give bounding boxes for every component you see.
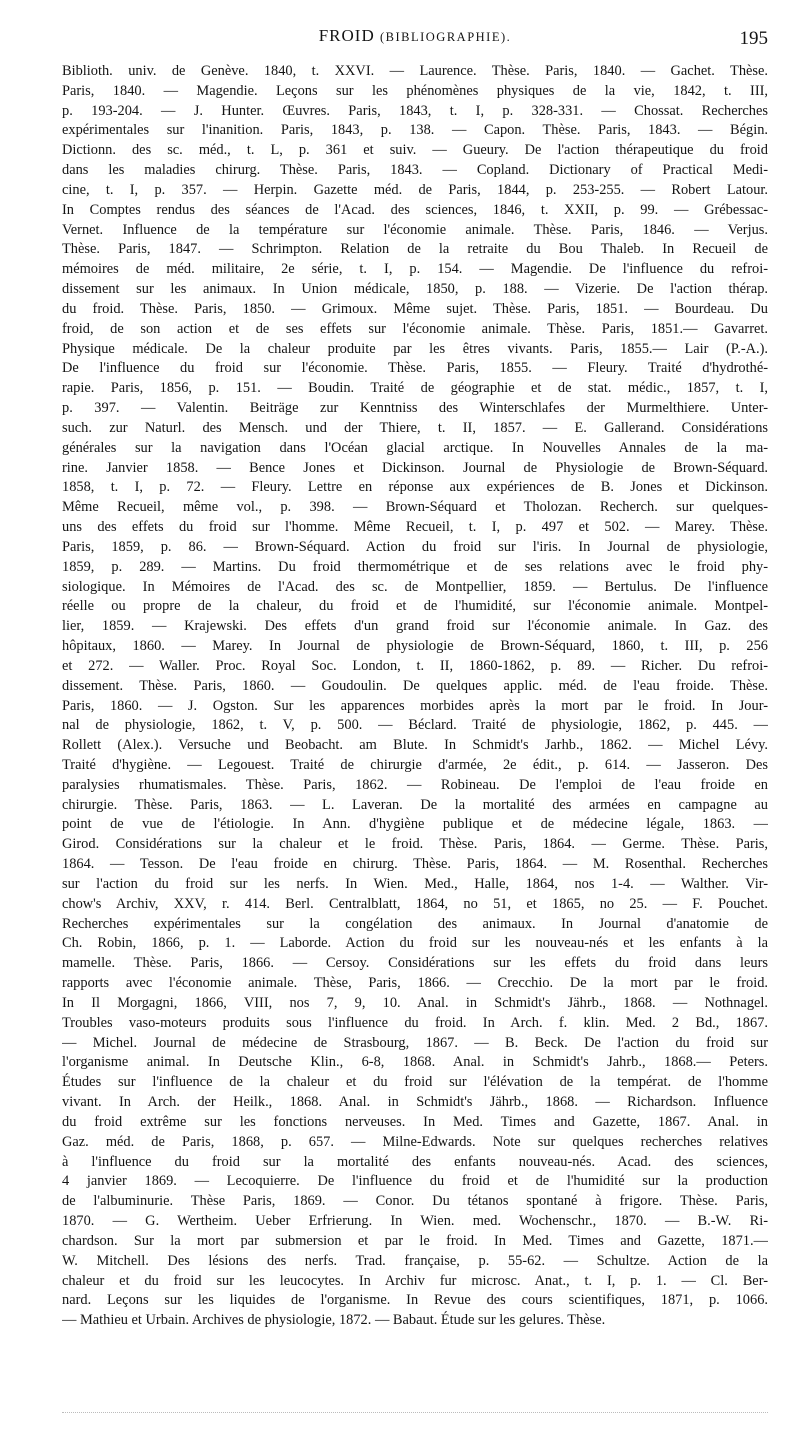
text-line: et 272. — Waller. Proc. Royal Soc. London, t. II, 1860-1862, p. 89. — Richer. Du refroi-	[62, 657, 768, 674]
text-line: à l'influence du froid sur la mortalité des enfants nouveau-nés. Acad. des sciences,	[62, 1153, 768, 1170]
text-line: paralysies rhumatismales. Thèse. Paris, 1862. — Robineau. De l'emploi de l'eau froide en	[62, 776, 768, 793]
text-line: du froid. Thèse. Paris, 1850. — Grimoux. Même sujet. Thèse. Paris, 1851. — Bourdeau. Du	[62, 300, 768, 317]
page-number: 195	[739, 28, 768, 49]
text-line: chardson. Sur la mort par submersion et par le froid. In Med. Times and Gazette, 1871.—	[62, 1232, 768, 1249]
text-line: de l'albuminurie. Thèse Paris, 1869. — Conor. Du tétanos spontané à frigore. Thèse. Paris,	[62, 1193, 768, 1210]
text-line: — Michel. Journal de médecine de Strasbourg, 1867. — B. Beck. De l'action du froid sur	[62, 1034, 768, 1051]
text-line: expérimentales sur l'inanition. Paris, 1843, p. 138. — Capon. Thèse. Paris, 1843. — Bégin.	[62, 122, 768, 139]
text-line: vivant. In Arch. der Heilk., 1868. Anal. in Schmidt's Jährb., 1868. — Richardson. Influence	[62, 1094, 768, 1111]
text-line: générales sur la navigation dans l'Océan glacial arctique. In Nouvelles Annales de la ma-	[62, 439, 768, 456]
text-line: Rollett (Alex.). Versuche und Beobacht. am Blute. In Schmidt's Jarhb., 1862. — Michel Lévy.	[62, 737, 768, 754]
text-line: 1859, p. 289. — Martins. Du froid thermométrique et de ses relations avec le froid phy-	[62, 558, 768, 575]
running-header	[62, 24, 768, 50]
text-line: Ch. Robin, 1866, p. 1. — Laborde. Action du froid sur les nouveau-nés et les enfants à la	[62, 935, 768, 952]
page-title	[62, 26, 768, 46]
text-line: p. 193-204. — J. Hunter. Œuvres. Paris, 1843, t. I, p. 328-331. — Chossat. Recherches	[62, 102, 768, 119]
text-line: 1864. — Tesson. De l'eau froide en chirurg. Thèse. Paris, 1864. — M. Rosenthal. Recherches	[62, 856, 768, 873]
text-line: Vernet. Influence de la température sur l'économie animale. Thèse. Paris, 1846. — Verjus.	[62, 221, 768, 238]
text-line: rapports avec l'économie animale. Thèse, Paris, 1866. — Crecchio. De la mort par le froid.	[62, 975, 768, 992]
text-line: Physique médicale. De la chaleur produite par les êtres vivants. Paris, 1855.— Lair (P.-A.).	[62, 340, 768, 357]
text-line: du froid extrême sur les fonctions nerveuses. In Med. Times and Gazette, 1867. Anal. in	[62, 1113, 768, 1130]
text-line: Biblioth. univ. de Genève. 1840, t. XXVI. — Laurence. Thèse. Paris, 1840. — Gachet. Thèse.	[62, 63, 768, 79]
text-line: Dictionn. des sc. méd., t. L, p. 361 et suiv. — Gueury. De l'action thérapeutique du froid	[62, 142, 768, 159]
text-line: froid, de son action et de ses effets sur l'économie animale. Thèse. Paris, 1851.— Gavarret.	[62, 320, 768, 337]
text-line: Recherches expérimentales sur la congélation des animaux. In Journal d'anatomie de	[62, 915, 768, 932]
bottom-rule	[62, 1412, 768, 1413]
bibliography-text	[62, 62, 768, 1331]
text-line: sur l'action du froid sur les nerfs. In Wien. Med., Halle, 1864, nos 1-4. — Walther. Vir-	[62, 875, 768, 892]
text-line: nal de physiologie, 1862, t. V, p. 500. — Béclard. Traité de physiologie, 1862, p. 445. —	[62, 717, 768, 734]
text-line: Même Recueil, même vol., p. 398. — Brown-Séquard et Tholozan. Recherch. sur quelques-	[62, 499, 768, 516]
text-line: hôpitaux, 1860. — Marey. In Journal de physiologie de Brown-Séquard, 1860, t. III, p. 256	[62, 638, 768, 655]
text-line: — Mathieu et Urbain. Archives de physiologie, 1872. — Babaut. Étude sur les gelures. Thèse.	[62, 1312, 606, 1329]
text-line: dissement sur les animaux. In Union médicale, 1850, p. 188. — Vizerie. De l'action thérap.	[62, 281, 768, 298]
text-line: siologique. In Mémoires de l'Acad. des sc. de Montpellier, 1859. — Bertulus. De l'influence	[62, 578, 768, 595]
text-line: dissement. Thèse. Paris, 1860. — Goudoulin. De quelques applic. méd. de l'eau froide. Thèse.	[62, 677, 768, 694]
text-line: l'organisme animal. In Deutsche Klin., 6-8, 1868. Anal. in Schmidt's Jahrb., 1868.— Peters.	[62, 1054, 768, 1071]
text-line: 1858, t. I, p. 72. — Fleury. Lettre en réponse aux expériences de B. Jones et Dickinson.	[62, 479, 768, 496]
text-line: 1870. — G. Wertheim. Ueber Erfrierung. In Wien. med. Wochenschr., 1870. — B.-W. Ri-	[62, 1213, 768, 1230]
text-line: réelle ou propre de la chaleur, du froid et de l'humidité, sur l'économie animale. Montpel-	[62, 598, 768, 615]
text-line: chaleur et du froid sur les leucocytes. In Archiv fur microsc. Anat., t. I, p. 1. — Cl. Ber-	[62, 1272, 768, 1289]
text-line: mamelle. Thèse. Paris, 1866. — Cersoy. Considérations sur les effets du froid dans leurs	[62, 955, 768, 972]
text-line: lier, 1859. — Krajewski. Des effets d'un grand froid sur l'économie animale. In Gaz. des	[62, 618, 768, 635]
text-line: 4 janvier 1869. — Lecoquierre. De l'influence du froid et de l'humidité sur la production	[62, 1173, 768, 1190]
text-line: In Comptes rendus des séances de l'Acad. des sciences, 1846, t. XXII, p. 99. — Grébessac-	[62, 201, 768, 218]
text-line: Études sur l'influence de la chaleur et du froid sur l'élévation de la températ. de l'homme	[62, 1074, 768, 1091]
text-line: Traité d'hygiène. — Legouest. Traité de chirurgie d'armée, 2e édit., p. 614. — Jasseron. Des	[62, 756, 768, 773]
text-line: dans les maladies chirurg. Thèse. Paris, 1843. — Copland. Dictionary of Practical Medi-	[62, 162, 768, 179]
text-line: Thèse. Paris, 1847. — Schrimpton. Relation de la retraite du Bou Thaleb. In Recueil de	[62, 241, 768, 258]
text-line: mémoires de méd. militaire, 2e série, t. I, p. 154. — Magendie. De l'influence du refroi-	[62, 261, 768, 278]
text-line: such. zur Naturl. des Mensch. und der Thiere, t. II, 1857. — E. Gallerand. Considérations	[62, 419, 768, 436]
page-title-main: FROID	[318, 26, 375, 45]
text-line: Girod. Considérations sur la chaleur et le froid. Thèse. Paris, 1864. — Germe. Thèse. Paris,	[62, 836, 768, 853]
page-title-subtitle: (BIBLIOGRAPHIE).	[379, 30, 512, 44]
text-line: nard. Leçons sur les liquides de l'organisme. In Revue des cours scientifiques, 1871, p. 1066.	[62, 1292, 768, 1309]
text-line: Paris, 1860. — J. Ogston. Sur les apparences morbides après la mort par le froid. In Jour-	[62, 697, 768, 714]
text-line: W. Mitchell. Des lésions des nerfs. Trad. française, p. 55-62. — Schultze. Action de la	[62, 1252, 768, 1269]
text-line: In Il Morgagni, 1866, VIII, nos 7, 9, 10. Anal. in Schmidt's Jährb., 1868. — Nothnagel.	[62, 994, 768, 1011]
text-line: chirurgie. Thèse. Paris, 1863. — L. Laveran. De la mortalité des armées en campagne au	[62, 796, 768, 813]
text-line: Paris, 1859, p. 86. — Brown-Séquard. Action du froid sur l'iris. In Journal de physiologie,	[62, 538, 768, 555]
text-line: rapie. Paris, 1856, p. 151. — Boudin. Traité de géographie et de stat. médic., 1857, t. I,	[62, 380, 768, 397]
text-line: Paris, 1840. — Magendie. Leçons sur les phénomènes physiques de la vie, 1842, t. III,	[62, 82, 768, 99]
text-line: rine. Janvier 1858. — Bence Jones et Dickinson. Journal de Physiologie de Brown-Séquard.	[62, 459, 768, 476]
text-line: p. 397. — Valentin. Beiträge zur Kenntniss des Winterschlafes der Murmelthiere. Unter-	[62, 400, 768, 417]
text-line: point de vue de l'étiologie. In Ann. d'hygiène publique et de médecine légale, 1863. —	[62, 816, 768, 833]
text-line: Gaz. méd. de Paris, 1868, p. 657. — Milne-Edwards. Note sur quelques recherches relatives	[62, 1133, 768, 1150]
text-line: chow's Archiv, XXV, r. 414. Berl. Centralblatt, 1864, no 51, et 1865, no 25. — F. Pouchet.	[62, 895, 768, 912]
text-line: uns des effets du froid sur l'homme. Même Recueil, t. I, p. 497 et 502. — Marey. Thèse.	[62, 519, 768, 536]
text-line: cine, t. I, p. 357. — Herpin. Gazette méd. de Paris, 1844, p. 253-255. — Robert Latour.	[62, 181, 768, 198]
text-line: De l'influence du froid sur l'économie. Thèse. Paris, 1855. — Fleury. Traité d'hydrothé-	[62, 360, 768, 377]
text-line: Troubles vaso-moteurs produits sous l'influence du froid. In Arch. f. klin. Med. 2 Bd., 1867.	[62, 1014, 768, 1031]
